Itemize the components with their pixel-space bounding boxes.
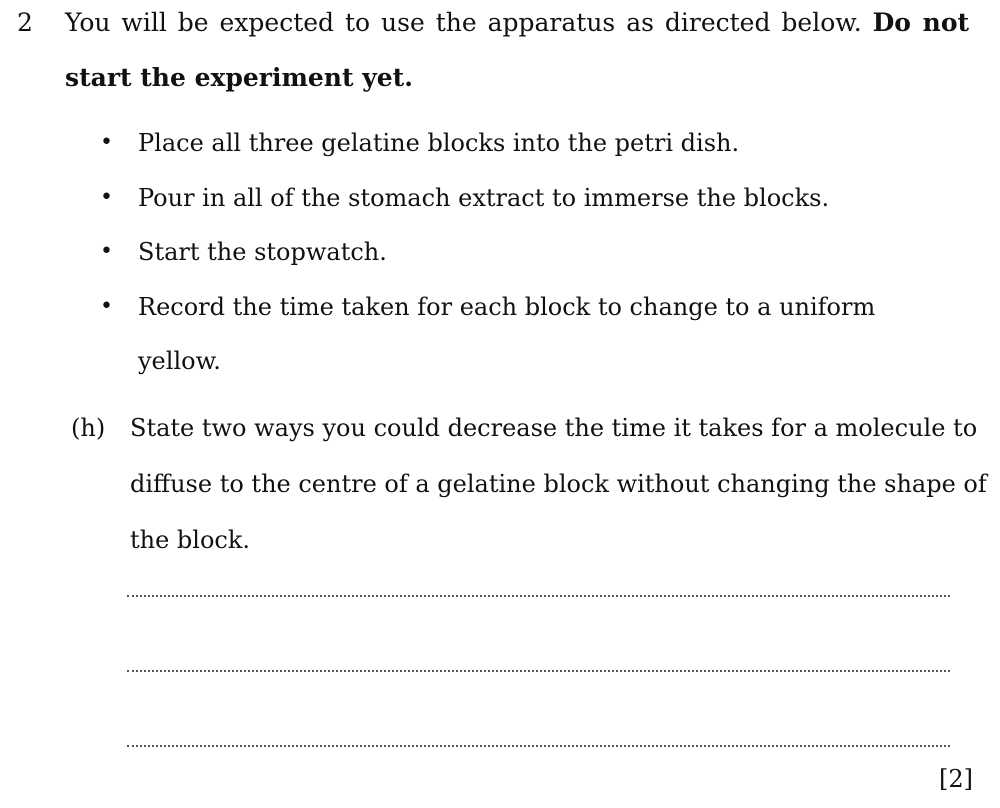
list-item-text: Start the stopwatch. (138, 238, 387, 266)
intro-bold-part-1: Do not (872, 8, 970, 37)
question-number: 2 (17, 8, 33, 37)
part-label: (h) (71, 414, 106, 442)
list-item (100, 181, 900, 215)
list-item-text: Place all three gelatine blocks into the petri dish. (138, 129, 740, 157)
instruction-list (100, 126, 900, 398)
marks-allocation: [2] (939, 765, 973, 793)
answer-line[interactable] (127, 670, 950, 672)
list-item-text: Pour in all of the stomach extract to immerse the blocks. (138, 183, 830, 212)
bullet-icon: • (100, 239, 113, 264)
list-item (100, 126, 900, 160)
part-question (130, 411, 990, 557)
question-intro (65, 6, 970, 95)
intro-bold-part-2: start the experiment yet. (65, 63, 413, 92)
bullet-icon: • (100, 184, 113, 210)
list-item (100, 235, 900, 269)
list-item (100, 290, 900, 378)
part-question-line-1: State two ways you could decrease the time it takes for a molecule to (130, 414, 978, 442)
answer-line[interactable] (127, 745, 950, 747)
list-item-text-continued: yellow. (138, 346, 221, 375)
intro-line-1 (65, 6, 970, 40)
list-item-text: Record the time taken for each block to change to a uniform (138, 292, 876, 321)
part-question-line-3: the block. (130, 526, 251, 554)
bullet-icon: • (100, 293, 113, 319)
answer-line[interactable] (127, 595, 950, 597)
part-question-line-2: diffuse to the centre of a gelatine block without changing the shape of (130, 470, 987, 498)
intro-text: You will be expected to use the apparatus as directed below. (65, 8, 862, 37)
bullet-icon: • (100, 130, 113, 155)
